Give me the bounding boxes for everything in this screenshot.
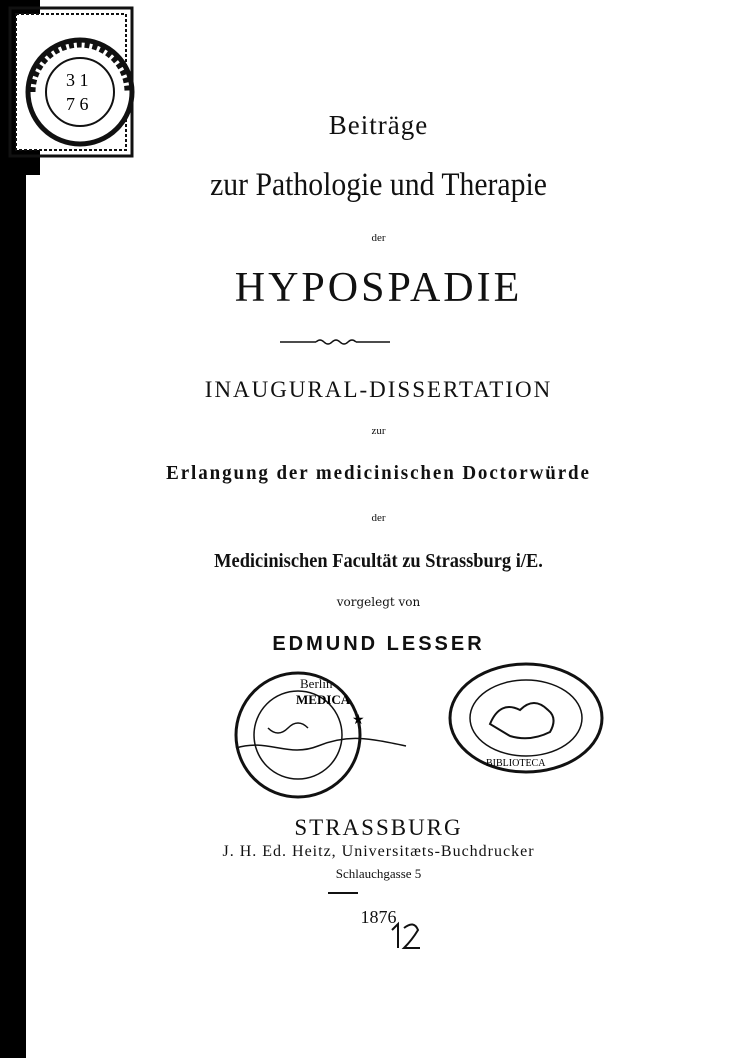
connector-der-2: der	[371, 512, 386, 524]
author-origin: Berlin	[300, 676, 333, 691]
publication-year: 1876	[360, 907, 397, 927]
purpose-line: Erlangung der medicinischen Doctorwürde	[166, 462, 591, 484]
svg-text:BIBLIOTECA: BIBLIOTECA	[486, 758, 546, 769]
publisher: J. H. Ed. Heitz, Universitæts-Buchdrucker	[222, 843, 535, 860]
handwritten-note	[388, 920, 428, 952]
main-title: HYPOSPADIE	[234, 265, 523, 311]
title-line-1: Beiträge	[328, 110, 429, 140]
city: STRASSBURG	[294, 815, 463, 840]
svg-text:3 1: 3 1	[66, 70, 89, 90]
ornament-divider	[280, 336, 390, 348]
connector-zur: zur	[371, 425, 386, 437]
medica-stamp-text: MEDICA	[296, 692, 351, 707]
divider-rule	[328, 892, 358, 894]
address: Schlauchgasse 5	[335, 866, 422, 881]
medica-stamp	[228, 668, 418, 803]
svg-text:★: ★	[352, 712, 365, 728]
connector-der: der	[371, 232, 386, 244]
svg-text:7 6: 7 6	[66, 94, 89, 114]
accademia-lincei-stamp	[446, 662, 606, 782]
presented-by: vorgelegt von	[336, 595, 421, 609]
title-line-2: zur Pathologie und Therapie	[210, 167, 547, 203]
faculty-line: Medicinischen Facultät zu Strassburg i/E.	[214, 550, 543, 572]
author-name: EDMUND LESSER	[272, 633, 485, 655]
dissertation-heading: INAUGURAL-DISSERTATION	[204, 377, 553, 402]
